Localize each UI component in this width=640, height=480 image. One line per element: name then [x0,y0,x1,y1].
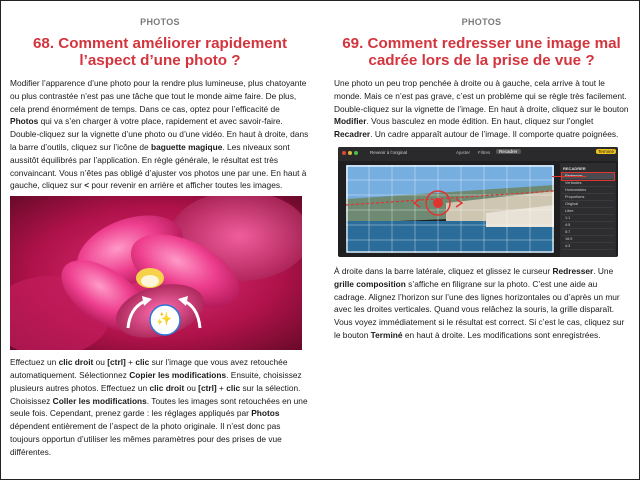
panel-item[interactable]: Original [562,201,614,208]
crop-panel [560,163,616,257]
text-run: À droite dans la barre latérale, cliquez et glissez le curseur [334,265,553,276]
article-paragraph-1 [334,77,629,141]
bold-text: Photos [251,408,280,419]
article-paragraph-2 [10,356,310,458]
text-run: Effectuez un [10,357,59,368]
panel-item[interactable]: 1:1 [562,215,614,222]
text-run: . Toutes les images sont retouchées en une seule fois. Cependant, prenez garde : les réglages appliqués par [10,395,308,419]
panel-item[interactable]: 16:9 [562,236,614,243]
bold-text: Copier les modifications [129,369,227,380]
bold-text: clic droit [58,357,94,368]
article-title: 68. Comment améliorer rapidement l’aspect d’une photo ? [32,35,288,69]
text-run: Modifier l’apparence d’une photo pour la rendre plus lumineuse, plus chatoyante ou plus contrastée n’est pas une tâche que tout le monde aime faire. De plus, cela prend énormément de temps. Dans ce cas, optez pour l’efficacité de [10,78,307,114]
bold-text: clic [135,357,150,368]
bold-text: Redresser [552,265,594,276]
text-run: sur la sélection. Choisissez [10,382,301,406]
bold-text: [ctrl] [107,357,126,368]
right-column [334,0,629,342]
text-run: . Les niveaux sont aussitôt équilibrés par l’application. En règle générale, le résultat est très convaincant. Vous n’êtes pas obligé d’ajuster vos photos une par une. En haut à gauche, cliquez sur [10,141,307,191]
revert-button[interactable]: Revenir à l’original [370,149,408,155]
panel-item[interactable]: Verticales [562,180,614,187]
left-column [10,0,310,459]
app-toolbar [338,147,618,161]
text-run: en haut à droite. Les modifications sont enregistrées. [402,329,601,340]
tab-filtres[interactable]: Filtres [478,149,491,155]
magic-wand-icon: ✨ [156,311,173,327]
panel-item[interactable]: 4:3 [562,243,614,250]
text-run: . Une [593,265,614,276]
photos-app-screenshot [338,147,618,257]
article-paragraph-1 [10,77,310,192]
text-run: dépendent entièrement de l’aspect de la photo originale. Il n’est donc pas toujours opportun d’utiliser les mêmes paramètres pour des prises de vue différentes. [10,421,282,457]
article-paragraph-2 [334,265,629,342]
text-run: ou [93,357,108,368]
bold-text: Terminé [370,329,403,340]
bold-text: Photos [10,116,39,127]
panel-item[interactable]: Proportions [562,194,614,201]
panel-items [560,173,616,250]
bold-text: Coller les modifications [52,395,147,406]
bold-text: Recadrer [334,129,371,140]
bold-text: Modifier [334,116,367,127]
panel-title: RECADRER [563,165,586,171]
text-run: s’affiche en filigrane sur la photo. C’est une aide au cadrage. Alignez l’horizon sur l’une des lignes horizontales ou d’après un mur avec les droites verticales. Quand vous relâchez la souris, la grille disparaît. Vous voyez immédiatement si le résultat est correct. Si c’est le cas, cliquez sur le bouton [334,278,625,340]
bold-text: < [84,180,90,191]
bold-text: grille composition [334,278,406,289]
bold-text: baguette magique [151,141,223,152]
section-header: PHOTOS [461,17,502,27]
done-button[interactable]: Terminé [598,148,615,154]
bold-text: [ctrl] [198,382,217,393]
orchid-photo [10,196,302,350]
panel-item[interactable]: Libre [562,208,614,215]
tab-recadrer[interactable]: Recadrer [496,149,521,154]
text-run: . Ensuite, choisissez plusieurs autres photos. Effectuez un [10,369,302,393]
text-run: qui va s’en charger à votre place, rapidement et avec savoir-faire. Double-cliquez sur la vignette d’une photo ou d’une vidéo. En haut à droite, dans la barre d’outils, cliquez sur l’icône de [10,116,309,152]
section-header: PHOTOS [140,17,180,27]
panel-item[interactable]: 5:7 [562,229,614,236]
text-run: ou [184,382,199,393]
bold-text: clic [226,382,241,393]
text-run: + [125,357,136,368]
text-run: + [216,382,227,393]
text-run: . Un cadre apparaît autour de l’image. Il comporte quatre poignées. [370,129,619,140]
photo-canvas [346,165,554,253]
tab-ajuster[interactable]: Ajuster [456,149,471,155]
text-run: . Vous basculez en mode édition. En haut, cliquez sur l’onglet [366,116,594,127]
panel-item[interactable]: 4:5 [562,222,614,229]
bold-text: clic droit [149,382,185,393]
panel-item[interactable]: Horizontales [562,187,614,194]
text-run: sur l’image que vous avez retouchée automatiquement. Sélectionnez [10,357,288,380]
article-title: 69. Comment redresser une image mal cadrée lors de la prise de vue ? [342,35,621,69]
text-run: Une photo un peu trop penchée à droite ou à gauche, cela arrive à tout le monde. Mais ce n’est pas grave, c’est un problème qui se règle très facilement. Double-cliquez sur la vignette de l’image. En haut à droite, cliquez sur le bouton [334,78,629,114]
arrow-annotation [552,176,586,177]
text-run: pour revenir en arrière et afficher toutes les images. [89,180,283,191]
